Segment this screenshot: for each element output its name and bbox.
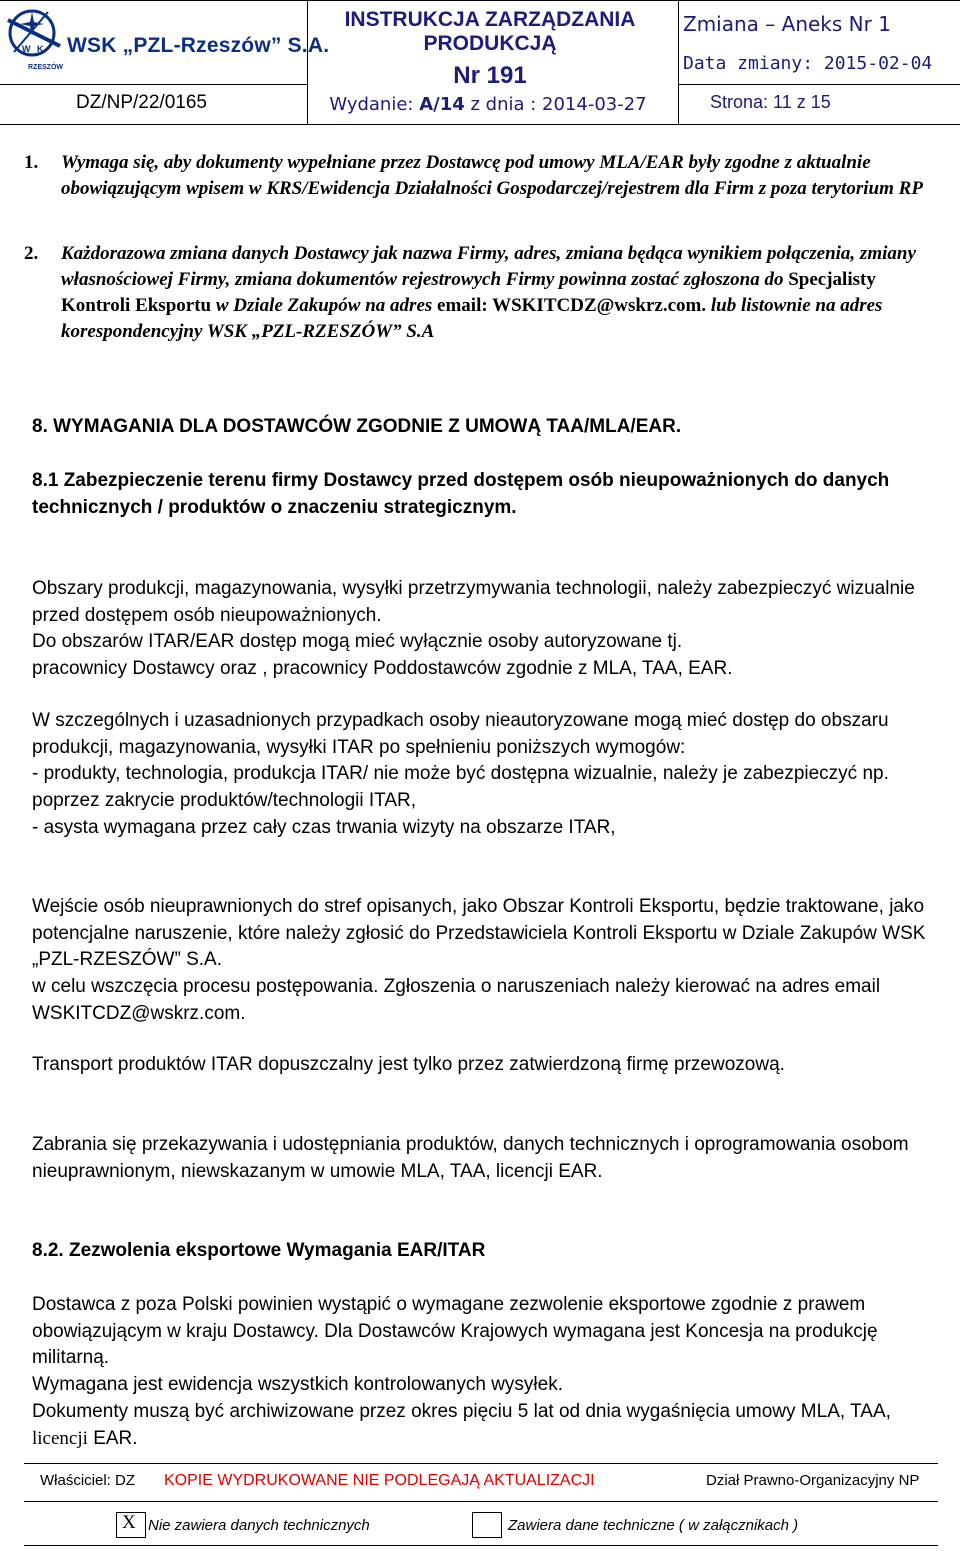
header-bottom-border [0,124,960,125]
paragraph-text: Wejście osób nieuprawnionych do stref opisanych, jako Obszar Kontroli Eksportu, będzie traktowane, jako potencjalne naruszenie, które należy zgłosić do Przedstawiciela Kontroli Eksportu w Dziale Zakupów WSK „PZL-RZESZÓW” S.A. [32,896,926,971]
logo-emblem-icon [4,6,66,64]
contact-email: email: WSKITCDZ@wskrz.com. [437,295,707,316]
paragraph-export-licenses [32,1292,932,1452]
paragraph-exceptions [32,708,932,842]
change-label: Zmiana – Aneks Nr 1 [683,12,891,36]
list-item-number: 1. [24,152,39,173]
item2-text-c: w Dziale Zakupów na adres [211,295,438,316]
section-8-2-heading: 8.2. Zezwolenia eksportowe Wymagania EAR/ITAR [32,1240,486,1261]
paragraph-text: Do obszarów ITAR/EAR dostęp mogą mieć wyłącznie osoby autoryzowane tj. [32,631,683,653]
checkbox-no-technical-data[interactable] [116,1512,146,1538]
svg-text:K: K [37,44,44,54]
header-top-border [0,0,960,1]
page-number: Strona: 11 z 15 [710,92,831,112]
section-8-heading: 8. WYMAGANIA DLA DOSTAWCÓW ZGODNIE Z UMOWĄ TAA/MLA/EAR. [32,416,682,437]
paragraph-text: pracownicy Dostawcy oraz , pracownicy Poddostawców zgodnie z MLA, TAA, EAR. [32,658,733,680]
paragraph-text: Transport produktów ITAR dopuszczalny jest tylko przez zatwierdzoną firmę przewozową. [32,1054,785,1075]
paragraph-text: - produkty, technologia, produkcja ITAR/ nie może być dostępna wizualnie, należy je zabezpieczyć np. poprzez zakrycie produktów/technologii ITAR, [32,763,889,812]
list-item-2 [24,241,929,345]
footer-department: Dział Prawno-Organizacyjny NP [706,1472,920,1489]
edition-prefix: Wydanie: [329,94,420,115]
paragraph-text: Zabrania się przekazywania i udostępniania produktów, danych technicznych i oprogramowania osobom nieuprawnionym, niewskazanym w umowie MLA, TAA, licencji EAR. [32,1134,909,1182]
header-col-divider-2 [678,0,679,125]
paragraph-transport [32,1052,932,1079]
paragraph-text: Obszary produkcji, magazynowania, wysyłki przetrzymywania technologii, należy zabezpieczyć wizualnie przed dostępem osób nieupoważnionych. [32,578,915,626]
paragraph-text: - asysta wymagana przez cały czas trwania wizyty na obszarze ITAR, [32,816,616,838]
checkbox-label-no-technical-data: Nie zawiera danych technicznych [148,1517,370,1534]
document-header [0,0,960,125]
paragraph-text: Wymagana jest ewidencja wszystkich kontrolowanych wysyłek. [32,1374,563,1396]
change-date: Data zmiany: 2015-02-04 [683,53,933,74]
svg-text:W: W [22,44,31,54]
edition-info [298,94,678,115]
paragraph-text [32,1399,932,1452]
archive-text-b: licencji [32,1427,88,1449]
paragraph-text: W szczególnych i uzasadnionych przypadkach osoby nieautoryzowane mogą mieć dostęp do obszaru produkcji, magazynowania, wysyłki ITAR po spełnieniu poniższych wymogów: [32,710,889,758]
edition-value: A/14 [419,94,465,115]
paragraph-prohibition [32,1132,932,1185]
item2-text-a: Każdorazowa zmiana danych Dostawcy jak nazwa Firmy, adres, zmiana będąca wynikiem połączenia, zmiany własnościowej Firmy, zmiana dokumentów rejestrowych Firmy powinna zostać zgłoszona do [61,243,916,290]
export-control-specialist: Specjalisty Kontroli Eksportu [61,269,876,316]
paragraph-areas [32,576,932,683]
footer-copies-warning: KOPIE WYDRUKOWANE NIE PODLEGAJĄ AKTUALIZACJI [164,1472,595,1489]
edition-date: z dnia : 2014-03-27 [464,94,647,115]
company-logo [4,6,330,76]
header-divider-left [0,84,307,85]
paragraph-text: Dostawca z poza Polski powinien wystąpić o wymagane zezwolenie eksportowe zgodnie z prawem obowiązującym w kraju Dostawcy. Dla Dostawców Krajowych wymagana jest Koncesja na produkcję militarną. [32,1294,878,1369]
section-8-1-heading: 8.1 Zabezpieczenie terenu firmy Dostawcy przed dostępem osób nieupoważnionych do danych technicznych / produktów o znaczeniu strategicznym. [32,470,890,518]
footer-top-rule [24,1463,938,1464]
footer-bottom-rule [24,1545,938,1546]
paragraph-text: w celu wszczęcia procesu postępowania. Zgłoszenia o naruszeniach należy kierować na adres email WSKITCDZ@wskrz.com. [32,976,881,1024]
logo-subtext: RZESZÓW [28,64,63,71]
checkbox-label-technical-data: Zawiera dane techniczne ( w załącznikach ) [508,1517,799,1534]
logo-company-name: WSK „PZL-Rzeszów” S.A. [67,34,330,57]
list-item-text [61,241,929,345]
list-item-1 [24,150,929,202]
header-divider-right [678,84,960,85]
archive-text-a: Dokumenty muszą być archiwizowane przez okres pięciu 5 lat od dnia wygaśnięcia umowy MLA, TAA, [32,1400,891,1422]
footer-owner: Właściciel: DZ [40,1472,136,1489]
title-line-1: INSTRUKCJA ZARZĄDZANIA [344,8,636,31]
title-line-2: PRODUKCJĄ [423,32,557,55]
footer-middle-rule [24,1501,938,1502]
item2-text-e: lub listownie na adres korespondencyjny WSK „PZL-RZESZÓW” S.A [61,295,883,342]
checkbox-x-mark: X [122,1512,136,1533]
list-item-text: Wymaga się, aby dokumenty wypełniane przez Dostawcę pod umowy MLA/EAR były zgodne z aktualnie obowiązującym wpisem w KRS/Ewidencja Działalności Gospodarczej/rejestrem dla Firm z poza terytorium RP [61,152,923,199]
list-item-number: 2. [24,243,39,264]
archive-text-c: EAR. [87,1427,138,1449]
paragraph-unauthorized-entry [32,894,932,1028]
title-line-3: Nr 191 [453,62,527,89]
document-code: DZ/NP/22/0165 [76,92,207,113]
checkbox-technical-data[interactable] [472,1512,502,1538]
